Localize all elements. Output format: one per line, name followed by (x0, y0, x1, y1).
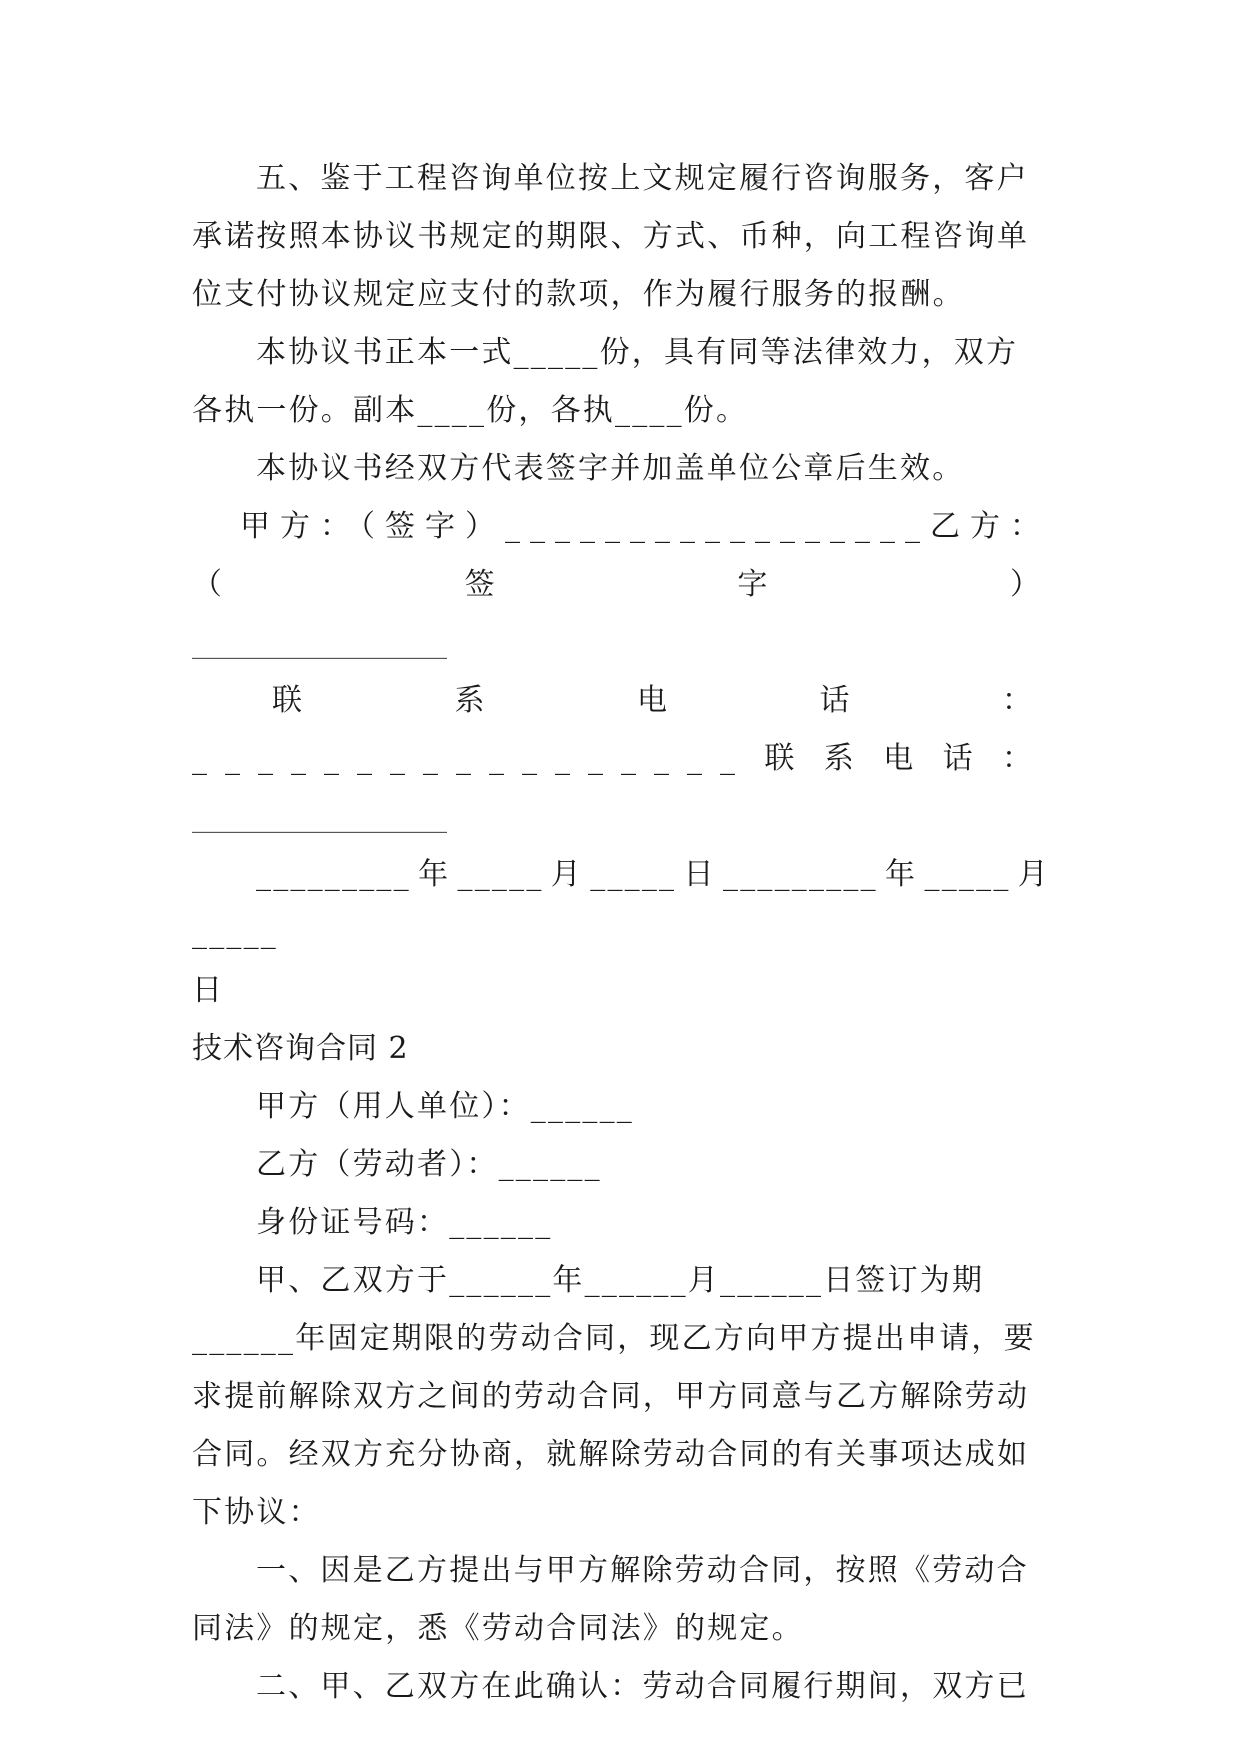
document-page (192, 150, 1050, 1716)
phone-blank: _________________ (192, 799, 447, 834)
agreement-paragraph: 甲、乙双方于______年______月______日签订为期______年固定期限的劳动合同，现乙方向甲方提出申请，要求提前解除双方之间的劳动合同，甲方同意与乙方解除劳动合同。经双方充分协商，就解除劳动合同的有关事项达成如下协议： (192, 1263, 1036, 1530)
effective-paragraph: 本协议书经双方代表签字并加盖单位公章后生效。 (256, 451, 965, 486)
signature-blank: _________________ (192, 625, 447, 660)
field-employer: 甲方（用人单位）：______ (256, 1089, 634, 1124)
clause-one-paragraph: 一、因是乙方提出与甲方解除劳动合同，按照《劳动合同法》的规定，悉《劳动合同法》的规定。 (192, 1553, 1029, 1646)
field-employee: 乙方（劳动者）：______ (256, 1147, 602, 1182)
field-id-number: 身份证号码：______ (256, 1205, 553, 1240)
clause-two-paragraph: 二、甲、乙双方在此确认：劳动合同履行期间，双方已 (256, 1669, 1029, 1704)
copies-paragraph: 本协议书正本一式_____份，具有同等法律效力，双方各执一份。副本____份，各执____份。 (192, 335, 1019, 428)
clause-five-paragraph: 五、鉴于工程咨询单位按上文规定履行咨询服务，客户承诺按照本协议书规定的期限、方式、币种，向工程咨询单位支付协议规定应支付的款项，作为履行服务的报酬。 (192, 161, 1030, 312)
contract-heading: 技术咨询合同 2 (192, 1031, 409, 1066)
date-tail: 日 (192, 973, 225, 1008)
date-line: _________年_____月_____日_________年_____月_____ (192, 857, 1050, 950)
signature-line: 甲方：（签字）_________________乙方：（签字） (192, 509, 1050, 602)
phone-line: 联系电话：_________________联系电话： (192, 683, 1050, 776)
